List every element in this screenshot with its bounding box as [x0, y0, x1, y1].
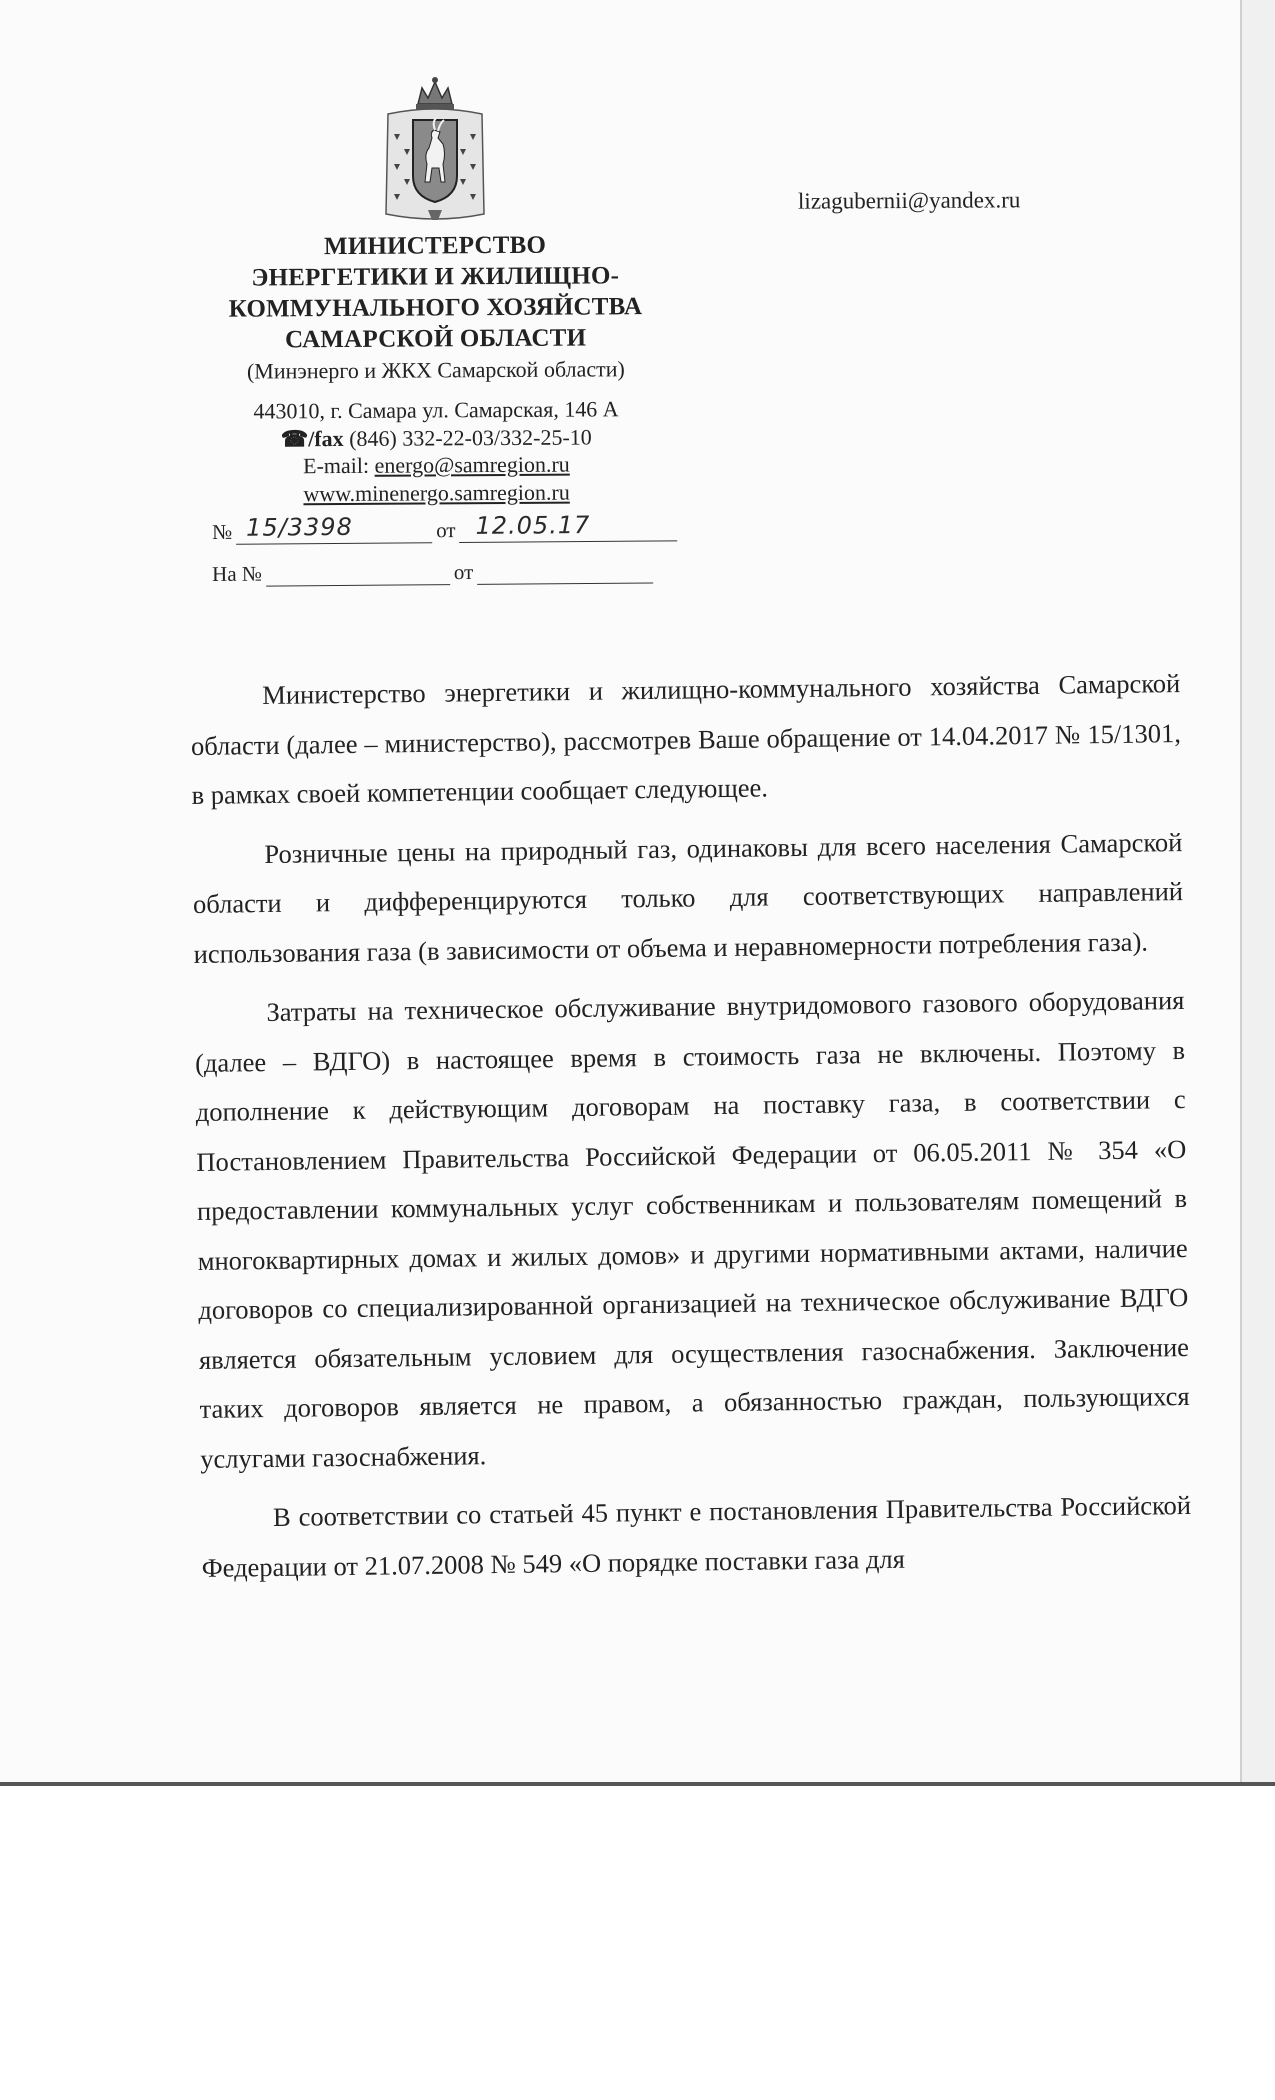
handwritten-number: 15/3398 — [245, 512, 353, 542]
email-label: E-mail: — [303, 452, 375, 479]
body-paragraph-1: Министерство энергетики и жилищно-коммунального хозяйства Самарской области (далее – министерство), рассмотрев Ваше обращение от 14.04.2017 № 15/1301, в рамках своей компетенции сообщает следующее. — [190, 668, 1182, 810]
ministry-email-line — [176, 450, 696, 481]
ministry-website: www.minenergo.samregion.ru — [303, 479, 570, 506]
ministry-phone-line — [176, 422, 696, 453]
ministry-name-line-2: ЭНЕРГЕТИКИ И ЖИЛИЩНО- — [251, 262, 620, 292]
outgoing-number-line — [212, 511, 682, 545]
samara-region-coat-of-arms-icon — [380, 74, 490, 224]
body-paragraph-3: Затраты на техническое обслуживание внутридомового газового оборудования (далее – ВДГО) в настоящее время в стоимость газа не включены. Поэтому в дополнение к действующим договорам на поставку газа, в соответствии с Постановлением Правительства Российской Федерации от 06.05.2011 № 354 «О предоставлении коммунальных услуг собственникам и пользователям помещений в многоквартирных домах и жилых домов» и другими нормативными актами, наличие договоров со специализированной организацией на техническое обслуживание ВДГО является обязательным условием для осуществления газоснабжения. Заключение таких договоров является не правом, а обязанностью граждан, пользующихся услугами газоснабжения. — [194, 985, 1190, 1474]
date-field — [459, 511, 677, 543]
ministry-name-line-3: КОММУНАЛЬНОГО ХОЗЯЙСТВА — [228, 293, 643, 323]
blank-area — [0, 1786, 1275, 2100]
ministry-short-name: (Минэнерго и ЖКХ Самарской области) — [246, 356, 625, 384]
ministry-email: energo@samregion.ru — [374, 451, 570, 478]
telephone-icon: ☎ — [280, 425, 309, 451]
ministry-phone: (846) 332-22-03/332-25-10 — [343, 423, 592, 451]
reply-number-label: На № — [212, 561, 262, 586]
ministry-name-line-1: МИНИСТЕРСТВО — [323, 231, 547, 261]
recipient-email: lizagubernii@yandex.ru — [797, 187, 1021, 214]
letter-body — [190, 659, 1192, 1593]
body-paragraph-2: Розничные цены на природный газ, одинаковы для всего населения Самарской области и дифференцируются только для соответствующих направлений использования газа (в зависимости от объема и неравномерности потребления газа). — [192, 826, 1184, 969]
reply-to-line — [212, 559, 657, 587]
handwritten-date: 12.05.17 — [475, 511, 591, 540]
ministry-letterhead — [175, 229, 697, 508]
scan-right-margin — [1240, 0, 1275, 1785]
reply-date-label: от — [453, 559, 474, 585]
date-label: от — [436, 518, 456, 543]
ministry-contacts — [176, 395, 697, 508]
number-label: № — [212, 519, 233, 544]
phone-fax-label: /fax — [308, 425, 344, 451]
reply-date-field — [477, 559, 653, 585]
body-paragraph-4: В соответствии со статьей 45 пункт е постановления Правительства Российской Федерации от 21.07.2008 № 549 «О порядке поставки газа для — [201, 1489, 1192, 1583]
number-field — [236, 512, 432, 545]
reply-number-field — [266, 560, 450, 586]
ministry-address: 443010, г. Самара ул. Самарская, 146 А — [253, 396, 619, 424]
ministry-name-line-4: САМАРСКОЙ ОБЛАСТИ — [285, 324, 587, 354]
